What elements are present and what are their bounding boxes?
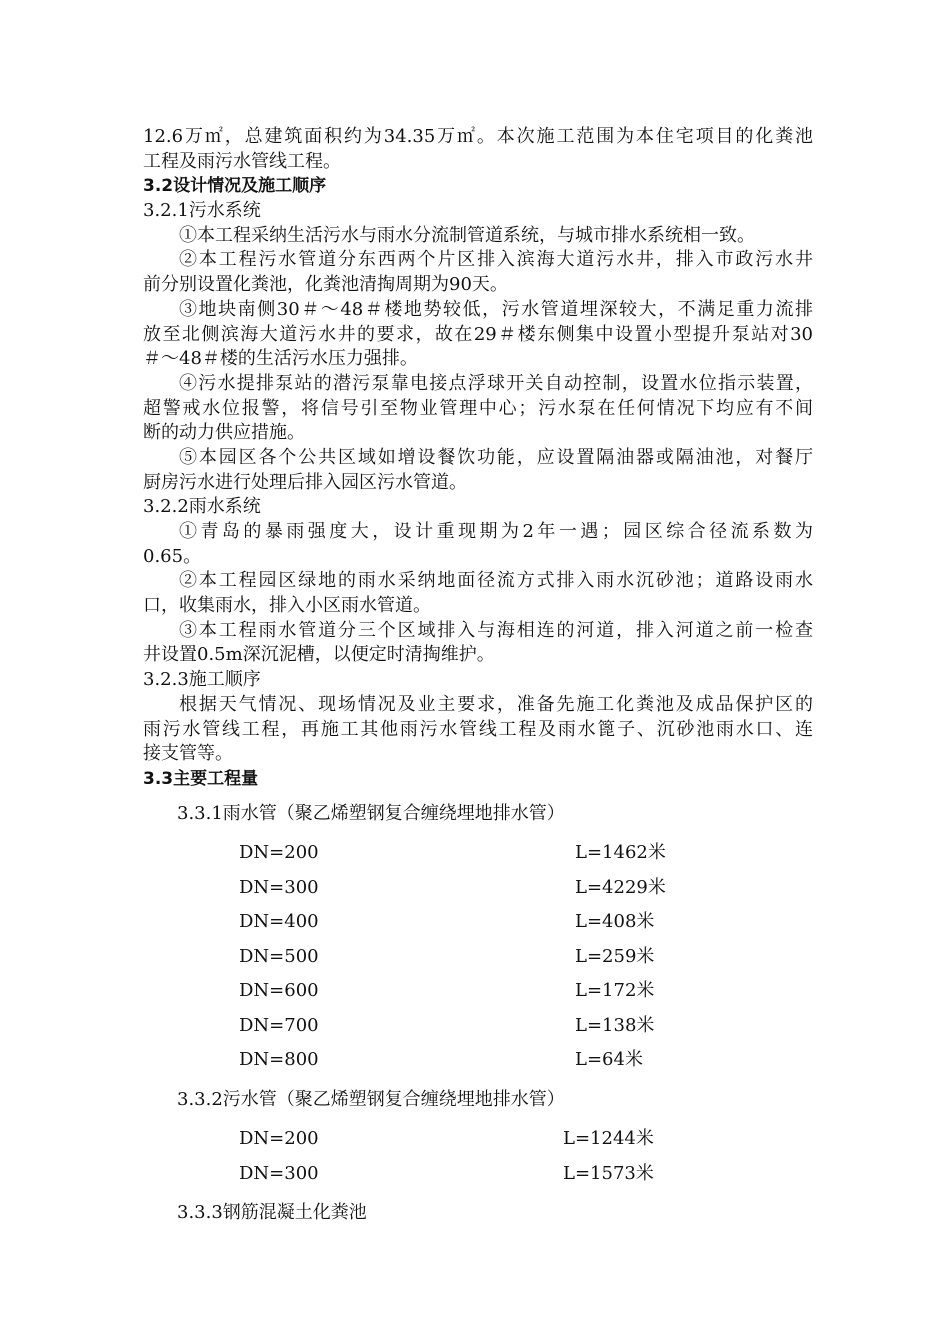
section-heading-3-3: 3.3主要工程量 [143, 768, 259, 789]
pipe-diameter: DN=300 [239, 876, 319, 898]
subsection-heading-3-3-3: 3.3.3钢筋混凝土化粪池 [177, 1202, 367, 1224]
table-row [143, 974, 813, 1009]
paragraph-line: 断的动力供应措施。 [143, 422, 305, 444]
table-row [143, 871, 813, 906]
paragraph-line: ③本工程雨水管道分三个区域排入与海相连的河道，排入河道之前一检查 [179, 619, 813, 641]
table-row [143, 905, 813, 940]
paragraph-line: ①本工程采纳生活污水与雨水分流制管道系统，与城市排水系统相一致。 [179, 224, 755, 246]
subsection-heading-3-2-3: 3.2.3施工顺序 [143, 669, 261, 691]
pipe-length: L=138米 [575, 1014, 655, 1036]
pipe-length: L=259米 [575, 945, 655, 967]
table-row [143, 1122, 813, 1157]
pipe-diameter: DN=700 [239, 1014, 319, 1036]
paragraph-line: ⑤本园区各个公共区域如增设餐饮功能，应设置隔油器或隔油池，对餐厅 [179, 446, 813, 468]
table-row [143, 836, 813, 871]
pipe-diameter: DN=800 [239, 1049, 319, 1071]
table-row [143, 940, 813, 975]
pipe-length: L=1573米 [563, 1162, 654, 1184]
table-row [143, 1009, 813, 1044]
paragraph-line: 0.65。 [143, 545, 202, 567]
paragraph-line: 超警戒水位报警，将信号引至物业管理中心；污水泵在任何情况下均应有不间 [143, 397, 813, 419]
section-heading-3-2: 3.2设计情况及施工顺序 [143, 176, 327, 197]
paragraph-line: 井设置0.5m深沉泥槽，以便定时清掏维护。 [143, 644, 495, 666]
paragraph-line: ②本工程园区绿地的雨水采纳地面径流方式排入雨水沉砂池；道路设雨水 [179, 570, 813, 592]
pipe-length: L=64米 [575, 1049, 643, 1071]
paragraph-line: 接支管等。 [143, 743, 233, 765]
paragraph-line: 口，收集雨水，排入小区雨水管道。 [143, 595, 431, 617]
intro-line: 工程及雨污水管线工程。 [143, 150, 341, 172]
paragraph-line: ②本工程污水管道分东西两个片区排入滨海大道污水井，排入市政污水井 [179, 249, 813, 271]
document-page [143, 125, 813, 1236]
paragraph-line: ①青岛的暴雨强度大，设计重现期为2年一遇；园区综合径流系数为 [179, 521, 813, 542]
pipe-length: L=172米 [575, 980, 655, 1002]
pipe-length: L=4229米 [575, 876, 666, 898]
table-row [143, 1043, 813, 1078]
pipe-diameter: DN=500 [239, 945, 319, 967]
rain-pipe-table [143, 836, 813, 1078]
pipe-diameter: DN=400 [239, 911, 319, 933]
pipe-diameter: DN=600 [239, 980, 319, 1002]
subsection-heading-3-3-1: 3.3.1雨水管（聚乙烯塑钢复合缠绕埋地排水管） [177, 802, 565, 824]
subsection-heading-3-2-2: 3.2.2雨水系统 [143, 496, 261, 518]
pipe-length: L=1462米 [575, 842, 666, 864]
table-row [143, 1157, 813, 1192]
sewage-pipe-table [143, 1122, 813, 1191]
pipe-diameter: DN=200 [239, 842, 319, 864]
intro-line: 12.6万㎡，总建筑面积约为34.35万㎡。本次施工范围为本住宅项目的化粪池 [143, 126, 813, 147]
paragraph-line: 放至北侧滨海大道污水井的要求，故在29＃楼东侧集中设置小型提升泵站对30 [143, 323, 813, 345]
pipe-length: L=408米 [575, 911, 655, 933]
paragraph-line: ④污水提排泵站的潜污泵靠电接点浮球开关自动控制，设置水位指示装置， [179, 372, 813, 394]
subsection-heading-3-2-1: 3.2.1污水系统 [143, 200, 261, 222]
paragraph-line: 厨房污水进行处理后排入园区污水管道。 [143, 471, 467, 493]
pipe-diameter: DN=300 [239, 1162, 319, 1184]
paragraph-line: 根据天气情况、现场情况及业主要求，准备先施工化粪池及成品保护区的 [179, 693, 813, 715]
paragraph-line: ③地块南侧30＃～48＃楼地势较低，污水管道埋深较大，不满足重力流排 [179, 298, 813, 320]
pipe-length: L=1244米 [563, 1128, 654, 1150]
paragraph-line: 雨污水管线工程，再施工其他雨污水管线工程及雨水篦子、沉砂池雨水口、连 [143, 718, 813, 740]
subsection-heading-3-3-2: 3.3.2污水管（聚乙烯塑钢复合缠绕埋地排水管） [177, 1088, 565, 1110]
pipe-diameter: DN=200 [239, 1128, 319, 1150]
paragraph-line: 前分别设置化粪池，化粪池清掏周期为90天。 [143, 274, 508, 296]
paragraph-line: ＃～48＃楼的生活污水压力强排。 [143, 348, 418, 370]
